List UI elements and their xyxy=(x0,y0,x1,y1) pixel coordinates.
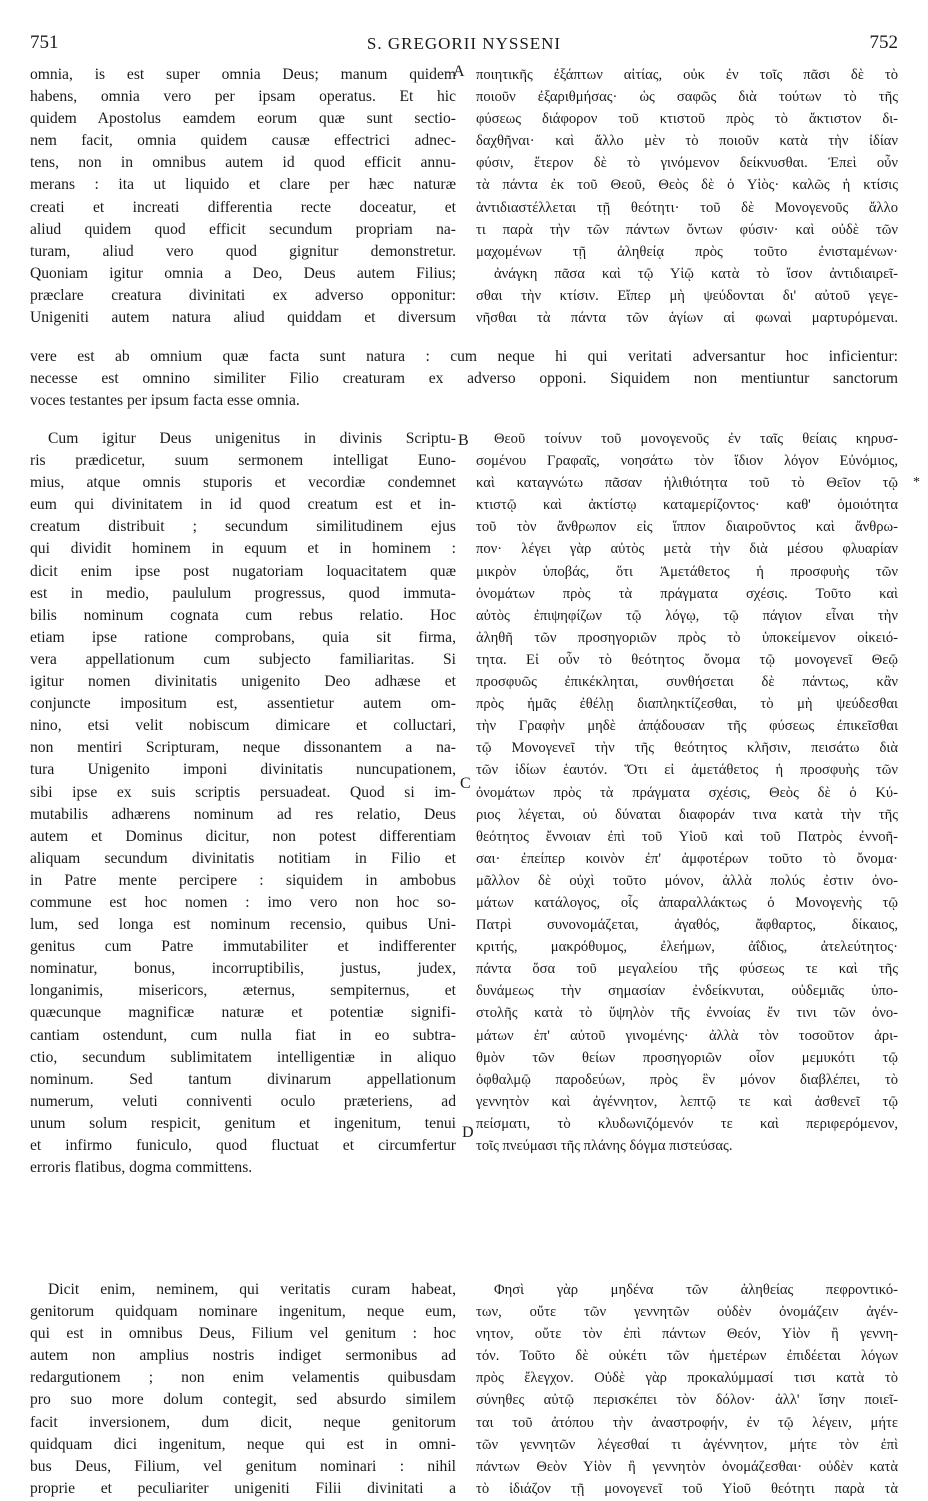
full-width-line: voces testantes per ipsum facta esse omnia. xyxy=(30,392,300,409)
latin-line: vera appellationum cum subjecto familiaritas. Si xyxy=(30,650,456,668)
greek-line: σομένου Γραφαῖς, νοησάτω τὸν ἴδιον λόγον Εὐνόμιος, xyxy=(476,453,898,470)
greek-line: τὸ ἰδιάζον τῇ μονογενεῖ τοῦ Υἱοῦ θεότητι παρὰ τὰ xyxy=(476,1480,898,1497)
greek-line: σθαι τὴν κτίσιν. Εἴπερ μὴ ψεύδονται δι' αὐτοῦ γεγε- xyxy=(476,287,898,304)
latin-line: lum, sed longa est nominum recensio, quibus Uni- xyxy=(30,916,456,934)
latin-line: cantiam ostendunt, cum nulla fiat in eo subtra- xyxy=(30,1026,456,1044)
latin-line: ris prædicetur, suum sermonem intelligat Euno- xyxy=(30,452,456,470)
greek-line: τῶν γεννητῶν λέγεσθαί τι ἀγέννητον, μήτε τὸν ἐπὶ xyxy=(476,1436,898,1453)
greek-line: τοῖς πνεύμασι τῆς πλάνης δόγμα πιστεύσας. xyxy=(476,1138,733,1154)
full-width-line: vere est ab omnium quæ facta sunt natura : cum neque hi qui veritati adversantur hoc inficientur: xyxy=(30,348,898,365)
latin-line: creatum distribuit ; secundum similitudinem ejus xyxy=(30,518,456,536)
greek-line: στολῆς κατὰ τὸ ὕψηλὸν τῆς ἐννοίας ἔν τινι τῶν ὀνο- xyxy=(476,1005,898,1022)
latin-line: bus Deus, Filium, vel genitum nominari : nihil xyxy=(30,1457,456,1475)
page-header xyxy=(0,32,928,62)
latin-line: tens, non in omnibus autem id quod efficit annu- xyxy=(30,154,456,172)
greek-line: Φησὶ γὰρ μηδένα τῶν ἀληθείας πεφροντικό- xyxy=(494,1282,898,1298)
latin-column-b xyxy=(30,428,456,1179)
greek-line: ριος λέγεται, οὐ δύναται διαφοράν τινα κατὰ τὴν τῆς xyxy=(476,806,898,823)
latin-line: qui dividit hominem in equum et in hominem : xyxy=(30,540,456,558)
greek-line: πάντων Θεὸν Υἱὸν ἢ γεννητὸν ὀνομάζεσθαι· οὐδὲν κατὰ xyxy=(476,1458,898,1475)
latin-line: ctio, secundum sublimitatem intelligentiæ in aliquo xyxy=(30,1048,456,1066)
greek-line: ἀνάγκη πᾶσα καὶ τῷ Υἱῷ κατὰ τὸ ἴσον ἀντιδιαιρεῖ- xyxy=(494,265,898,282)
greek-line: φύσεως διάφορον τοῦ κτιστοῦ πρὸς τὸ ἄκτιστον δι- xyxy=(476,111,898,128)
greek-line: ἀληθῆ τῶν προσηγοριῶν πρὸς τὸ ὑποκείμενον οἰκειό- xyxy=(476,629,898,646)
latin-line: non mentiri Scripturam, neque dissonantem a na- xyxy=(30,739,456,757)
greek-line: θεότητος ἔννοιαν ἐπὶ τοῦ Υἱοῦ καὶ τοῦ Πατρὸς ἐννοῆ- xyxy=(476,828,898,845)
greek-line: δυνάμεως τὴν σημασίαν ἐνδείκνυται, οὐδεμιᾶς ὑπο- xyxy=(476,983,898,1000)
greek-line: τῷ Μονογενεῖ τὴν τῆς θεότητος κλῆσιν, πεισάτω διὰ xyxy=(476,740,898,757)
page-number-right: 752 xyxy=(869,32,898,53)
latin-line: in Patre mente percipere : siquidem in ambobus xyxy=(30,871,456,889)
greek-line: θμὸν τῶν θείων προσηγοριῶν οἷον μεμυκότι τῷ xyxy=(476,1049,898,1066)
section-marker-b: B xyxy=(458,432,469,449)
full-width-line: necesse est omnino similiter Filio creaturam ex adverso opponi. Siquidem non mentiuntur sanctorum xyxy=(30,370,898,387)
greek-line: Θεοῦ τοίνυν τοῦ μονογενοῦς ἐν ταῖς θείαις κηρυσ- xyxy=(494,431,898,447)
greek-line: γεννητὸν καὶ ἀγέννητον, λεπτῷ τε καὶ ἀσθενεῖ τῷ xyxy=(476,1093,898,1110)
greek-line: πρὸς ἡμᾶς ἐθέλῃ διαπληκτίζεσθαι, τὸ μὴ ψεύδεσθαι xyxy=(476,696,898,713)
greek-line: τὴν Γραφὴν μηδὲ ἀπᾴδουσαν τῆς φύσεως ἐπικεῖσθαι xyxy=(476,718,898,735)
greek-line: πον· λέγει γὰρ αὐτὸς μετὰ τὴν διὰ μέσου φλυαρίαν xyxy=(476,541,898,558)
latin-line: tura Unigenito imponi divinitatis nuncupationem, xyxy=(30,761,456,779)
greek-line: μᾶλλον δὲ οὐχὶ τοῦτο μόνον, ἀλλὰ πολύς ἐστιν ὀνο- xyxy=(476,872,898,889)
greek-line: ὀφθαλμῷ παροδεύων, πρὸς ἓν μόνον διαβλέπει, τὸ xyxy=(476,1071,898,1088)
latin-line: est in medio, paululum progressus, quod immuta- xyxy=(30,584,456,602)
latin-line: bilis nominum cognata cum rebus relatio. Hoc xyxy=(30,606,456,624)
latin-line: unum solum respicit, genitum et ingenitum, tenui xyxy=(30,1114,456,1132)
greek-line: μαχομένων τῇ ἀληθείᾳ πρὸς τοῦτο ἐνισταμένων· xyxy=(476,243,898,260)
latin-line: et infirmo funiculo, quod fluctuat et circumfertur xyxy=(30,1137,456,1154)
latin-line: nominatur, bonus, incorruptibilis, justus, judex, xyxy=(30,960,456,978)
greek-line: δαχθῆναι· καὶ ἄλλο μὲν τὸ ποιοῦν κατὰ τὴν ἰδίαν xyxy=(476,133,898,150)
greek-line: νητον, οὔτε τὸν ἐπὶ πάντων Θεόν, Υἱὸν ἢ γεννη- xyxy=(476,1326,898,1343)
running-title: S. GREGORII NYSSENI xyxy=(366,34,562,53)
latin-line: mutabilis adhærens nominum ad res relatio, Deus xyxy=(30,805,456,823)
latin-line: quæcunque magnificæ naturæ et potentiæ signifi- xyxy=(30,1004,456,1022)
latin-line: quidquam dici ingenitum, neque qui est in omni- xyxy=(30,1435,456,1453)
latin-line: numerum, veluti conniventi oculo præteriens, ad xyxy=(30,1092,456,1110)
greek-line: τι παρὰ τὴν τῶν πάντων ὄντων φύσιν· καὶ οὐδὲ τῶν xyxy=(476,221,898,238)
greek-column-b xyxy=(476,428,898,1157)
latin-line: merans : ita ut liquido et clare per hæc naturæ xyxy=(30,176,456,194)
latin-line: proprie et peculiariter unigeniti Filii divinitati a xyxy=(30,1479,456,1497)
greek-line: τόν. Τοῦτο δὲ οὐκέτι τῶν ἡμετέρων ἐπιδέεται λόγων xyxy=(476,1348,898,1365)
greek-line: μάτων κατάλογος, οἷς ἀπαραλλάκτως ὁ Μονογενὴς τῷ xyxy=(476,894,898,911)
latin-line: Cum igitur Deus unigenitus in divinis Scriptu- xyxy=(48,430,456,447)
greek-line: ὀνομάτων πρὸς τὰ πράγματα σχέσις. Τοῦτο καὶ xyxy=(476,585,898,602)
latin-line: etiam ipse ratione comprobans, quia sit firma, xyxy=(30,628,456,646)
latin-line: qui est in omnibus Deus, Filium vel genitum : hoc xyxy=(30,1325,456,1343)
greek-line: Πατρὶ συνονομάζεται, ἀγαθός, ἄφθαρτος, δίκαιος, xyxy=(476,917,898,934)
greek-line: ται τοῦ ἀτόπου τὴν ἀναστροφήν, ἐν τῷ λέγειν, μήτε xyxy=(476,1414,898,1431)
latin-line: longanimis, misericors, æternus, sempiternus, et xyxy=(30,982,456,1000)
greek-line: κριτής, μακρόθυμος, ἐλεήμων, ἀΐδιος, ἀτελεύτητος· xyxy=(476,939,898,956)
greek-column-c xyxy=(476,1279,898,1500)
latin-line: nino, etsi velit nobiscum dimicare et colluctari, xyxy=(30,717,456,735)
greek-line: των, οὔτε τῶν γεννητῶν οὐδὲν ὀνομάζειν ἀγέν- xyxy=(476,1304,898,1321)
latin-line: nominum. Sed tantum divinarum appellationum xyxy=(30,1070,456,1088)
latin-line: facit inversionem, dum dicit, neque genitorum xyxy=(30,1413,456,1431)
greek-line: τῶν ἰδίων ἑαυτόν. Ὅτι εἰ ἀμετάθετος ἡ προσφυὴς τῶν xyxy=(476,762,898,779)
latin-line: nem facit, omnia quidem causæ effectrici adnec- xyxy=(30,132,456,150)
greek-line: πρὸς ἔλεγχον. Οὐδὲ γὰρ προκαλύμμασί τισι κατὰ τὸ xyxy=(476,1370,898,1387)
greek-line: πείσματι, τὸ κλυδωνιζόμενόν τε καὶ περιφερόμενον, xyxy=(476,1115,898,1132)
greek-line: ποιητικῆς ἐξάπτων αἰτίας, οὐκ ἐν τοῖς πᾶσι δὲ τὸ xyxy=(476,67,898,83)
latin-line: dicit enim ipse post nugatoriam loquacitatem quæ xyxy=(30,562,456,580)
latin-line: creati et increati differentia recte doceatur, et xyxy=(30,198,456,216)
latin-line: præclare creatura divinitati ex adverso opponitur: xyxy=(30,286,456,304)
latin-line: autem et Dominus dicitur, non potest differentiam xyxy=(30,827,456,845)
latin-line: autem non amplius nostris indiget sermonibus ad xyxy=(30,1347,456,1365)
section-marker-d: D xyxy=(462,1124,474,1141)
greek-line: μικρὸν ὑποβάς, ὅτι Ἀμετάθετος ἡ προσφυὴς τῶν xyxy=(476,563,898,580)
latin-line: erroris flatibus, dogma committens. xyxy=(30,1159,253,1177)
latin-line: genitorum quidquam nominare ingenitum, neque eum, xyxy=(30,1303,456,1321)
section-marker-a: A xyxy=(453,63,465,80)
latin-line: conjuncte impositum est, assentietur autem om- xyxy=(30,695,456,713)
latin-line: igitur nomen divinitatis unigenito Deo adhæse et xyxy=(30,673,456,691)
greek-line: νῆσθαι τὰ πάντα τῶν ἁγίων αἱ φωναὶ μαρτυρόμεναι. xyxy=(476,310,898,327)
page-number-left: 751 xyxy=(30,32,59,53)
greek-line: μάτων ἐπ' αὐτοῦ γινομένης· ἀλλὰ τὸν τοσοῦτον ἀρι- xyxy=(476,1027,898,1044)
latin-line: Dicit enim, neminem, qui veritatis curam habeat, xyxy=(48,1281,456,1298)
greek-line: πάντα ὅσα τοῦ μεγαλείου τῆς φύσεως τε καὶ τῆς xyxy=(476,961,898,978)
greek-line: τητα. Εἰ οὖν τὸ θεότητος ὄνομα τῷ μονογενεῖ Θεῷ xyxy=(476,651,898,668)
latin-line: aliquam secundum divinitatis notitiam in Filio et xyxy=(30,849,456,867)
section-marker-c: C xyxy=(460,775,471,792)
latin-line: habens, omnia vero per ipsam operatus. Et hic xyxy=(30,88,456,106)
greek-line: ποιοῦν ἐξαριθμήσας· ὡς σαφῶς διὰ τούτων τὸ τῆς xyxy=(476,89,898,106)
greek-line: καὶ καταγνώτω πᾶσαν ἠλιθιότητα τοῦ τὸ Θεῖον τῷ xyxy=(476,475,898,492)
latin-column-c xyxy=(30,1279,456,1500)
latin-line: turam, aliud vero quod gignitur demonstretur. xyxy=(30,242,456,260)
greek-line: αὐτὸς ἐπιψηφίζων τῷ λόγῳ, τῷ πάγιον εἶναι τὴν xyxy=(476,607,898,624)
greek-line: σαι· ἐπείπερ κοινὸν ἐπ' ἀμφοτέρων τοῦτο τὸ ὄνομα· xyxy=(476,850,898,867)
full-width-latin-lines xyxy=(30,346,898,412)
latin-line: mius, atque omnis stuporis et vecordiæ condemnet xyxy=(30,474,456,492)
latin-line: eum qui divinitatem in id quod creatum est et in- xyxy=(30,496,456,514)
greek-line: τοῦ τὸν ἄνθρωπον εἰς ἵππον διαιροῦντος καὶ ἄνθρω- xyxy=(476,519,898,536)
greek-line: σύνηθες αὐτῷ περισκέπει τὸν δόλον· ἀλλ' ἴσην ποιεῖ- xyxy=(476,1392,898,1409)
latin-line: commune est hoc nomen : imo vero non hoc so- xyxy=(30,893,456,911)
greek-line: τὰ πάντα ἐκ τοῦ Θεοῦ, Θεὸς δὲ ὁ Υἱὸς· καλῶς ἡ κτίσις xyxy=(476,177,898,194)
latin-line: Unigeniti autem natura aliud quiddam et diversum xyxy=(30,309,456,327)
marginal-asterisk: * xyxy=(913,475,920,490)
latin-line: pro suo more dolum contegit, sed absurdo similem xyxy=(30,1391,456,1409)
latin-line: aliud quidem quod efficit secundum propriam na- xyxy=(30,220,456,238)
greek-line: ἀντιδιαστέλλεται τῇ θεότητι· τοῦ δὲ Μονογενοῦς ἄλλο xyxy=(476,199,898,216)
latin-line: genitus cum Patre immutabiliter et indifferenter xyxy=(30,938,456,956)
greek-line: προσφυῶς ἐπικέκληται, συνθήσεται δὲ πάντως, κἂν xyxy=(476,674,898,691)
latin-line: redargutionem ; non enim velamentis quibusdam xyxy=(30,1369,456,1387)
greek-line: ὀνομάτων πρὸς τὰ πράγματα σχέσις, Θεὸς δὲ ὁ Κύ- xyxy=(476,784,898,801)
greek-line: φύσιν, ἕτερον δὲ τὸ γινόμενον δείκνυσθαι. Ἐπεὶ οὖν xyxy=(476,155,898,172)
latin-line: omnia, is est super omnia Deus; manum quidem xyxy=(30,66,456,83)
greek-line: κτιστῷ καὶ ἀκτίστῳ καταμερίζοντος· καθ' ὁμοιότητα xyxy=(476,497,898,514)
greek-column-a xyxy=(476,64,898,329)
latin-column-a xyxy=(30,64,456,329)
latin-line: quidem Apostolus eamdem eorum quæ sunt sectio- xyxy=(30,110,456,128)
latin-line: Quoniam igitur omnia a Deo, Deus autem Filius; xyxy=(30,264,456,282)
latin-line: sibi ipse ex suis scriptis persuadeat. Quod si im- xyxy=(30,783,456,801)
